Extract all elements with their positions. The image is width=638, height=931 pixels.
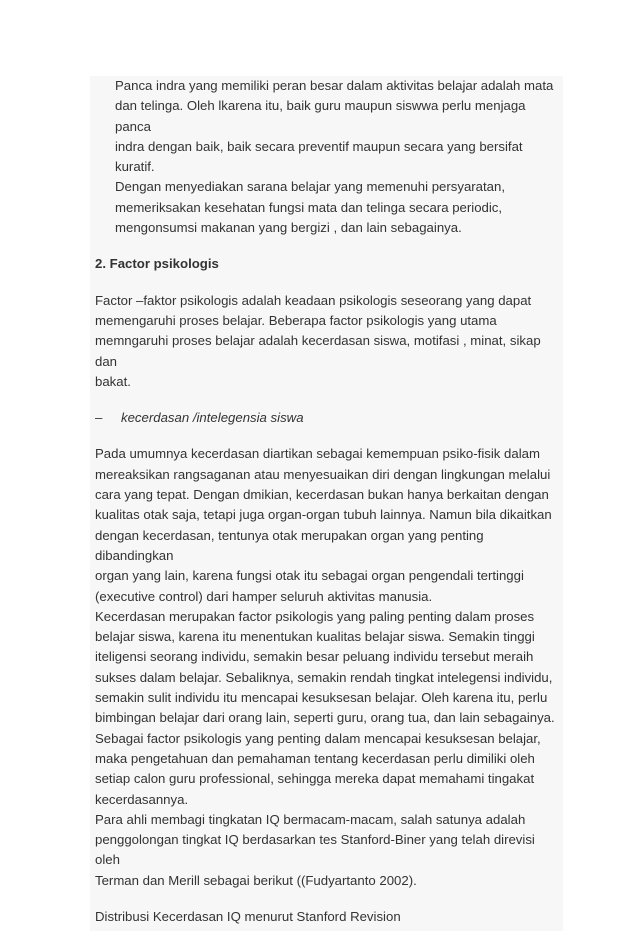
text-line: memengaruhi proses belajar. Beberapa factor psikologis yang utama — [95, 312, 497, 328]
bullet-text: kecerdasan /intelegensia siswa — [121, 410, 304, 426]
text-line: Factor –faktor psikologis adalah keadaan psikologis seseorang yang dapat — [95, 292, 532, 308]
text-line: maka pengetahuan dan pemahaman tentang kecerdasan perlu dimiliki oleh — [95, 750, 535, 766]
text-line: bimbingan belajar dari orang lain, seperti guru, orang tua, dan lain sebagainya. — [95, 710, 555, 726]
text-line: Panca indra yang memiliki peran besar dalam aktivitas belajar adalah mata — [115, 78, 554, 93]
text-line: setiap calon guru professional, sehingga mereka dapat memahami tingakat — [95, 771, 535, 787]
text-line: Para ahli membagi tingkatan IQ bermacam-macam, salah satunya adalah — [95, 811, 526, 827]
text-line: Kecerdasan merupakan factor psikologis yang paling penting dalam proses — [95, 608, 535, 624]
text-line: dengan kecerdasan, tentunya otak merupakan organ yang penting dibandingkan — [95, 527, 484, 563]
intro-paragraph — [90, 291, 563, 392]
text-line: cara yang tepat. Dengan dmikian, kecerdasan bukan hanya berkaitan dengan — [95, 487, 549, 503]
body-paragraph — [90, 444, 563, 891]
bullet-item — [95, 408, 563, 428]
article-content — [90, 76, 563, 931]
text-line: memeriksakan kesehatan fungsi mata dan telinga secara periodic, — [115, 199, 503, 215]
text-line: Terman dan Merill sebagai berikut ((Fudyartanto 2002). — [95, 872, 417, 888]
text-line: (executive control) dari hamper seluruh aktivitas manusia. — [95, 588, 433, 604]
text-line: organ yang lain, karena fungsi otak itu sebagai organ pengendali tertinggi — [95, 568, 524, 584]
text-line: mengonsumsi makanan yang bergizi , dan lain sebagainya. — [115, 220, 462, 236]
text-line: Pada umumnya kecerdasan diartikan sebagai kemempuan psiko-fisik dalam — [95, 446, 540, 462]
text-line: mereaksikan rangsaganan atau menyesuaikan diri dengan lingkungan melalui — [95, 466, 551, 482]
text-line: indra dengan baik, baik secara preventif maupun secara yang bersifat kuratif. — [115, 138, 523, 175]
text-line: memngaruhi proses belajar adalah kecerdasan siswa, motifasi , minat, sikap dan — [95, 333, 541, 369]
text-line: Sebagai factor psikologis yang penting dalam mencapai kesuksesan belajar, — [95, 730, 541, 746]
text-line: bakat. — [95, 373, 131, 389]
section-heading: 2. Factor psikologis — [95, 256, 219, 272]
text-line: semakin sulit individu itu mencapai kesuksesan belajar. Oleh karena itu, perlu — [95, 690, 548, 706]
text-line: kualitas otak saja, tetapi juga organ-organ tubuh lainnya. Namun bila dikaitkan — [95, 507, 552, 523]
text-line: penggolongan tingkat IQ berdasarkan tes Stanford-Biner yang telah direvisi oleh — [95, 832, 535, 868]
text-line: Dengan menyediakan sarana belajar yang memenuhi persyaratan, — [115, 179, 506, 195]
text-line: sukses dalam belajar. Sebaliknya, semakin rendah tingkat intelegensi individu, — [95, 669, 553, 685]
bullet-dash: – — [95, 410, 103, 426]
indented-paragraph — [115, 76, 563, 238]
text-line: kecerdasannya. — [95, 791, 189, 807]
text-line: iteligensi seorang individu, semakin besar peluang individu tersebut meraih — [95, 649, 534, 665]
text-line: dan telinga. Oleh lkarena itu, baik guru maupun siswwa perlu menjaga panca — [115, 98, 526, 134]
text-line: belajar siswa, karena itu menentukan kualitas belajar siswa. Semakin tinggi — [95, 629, 535, 645]
table-caption: Distribusi Kecerdasan IQ menurut Stanford Revision — [95, 908, 401, 924]
